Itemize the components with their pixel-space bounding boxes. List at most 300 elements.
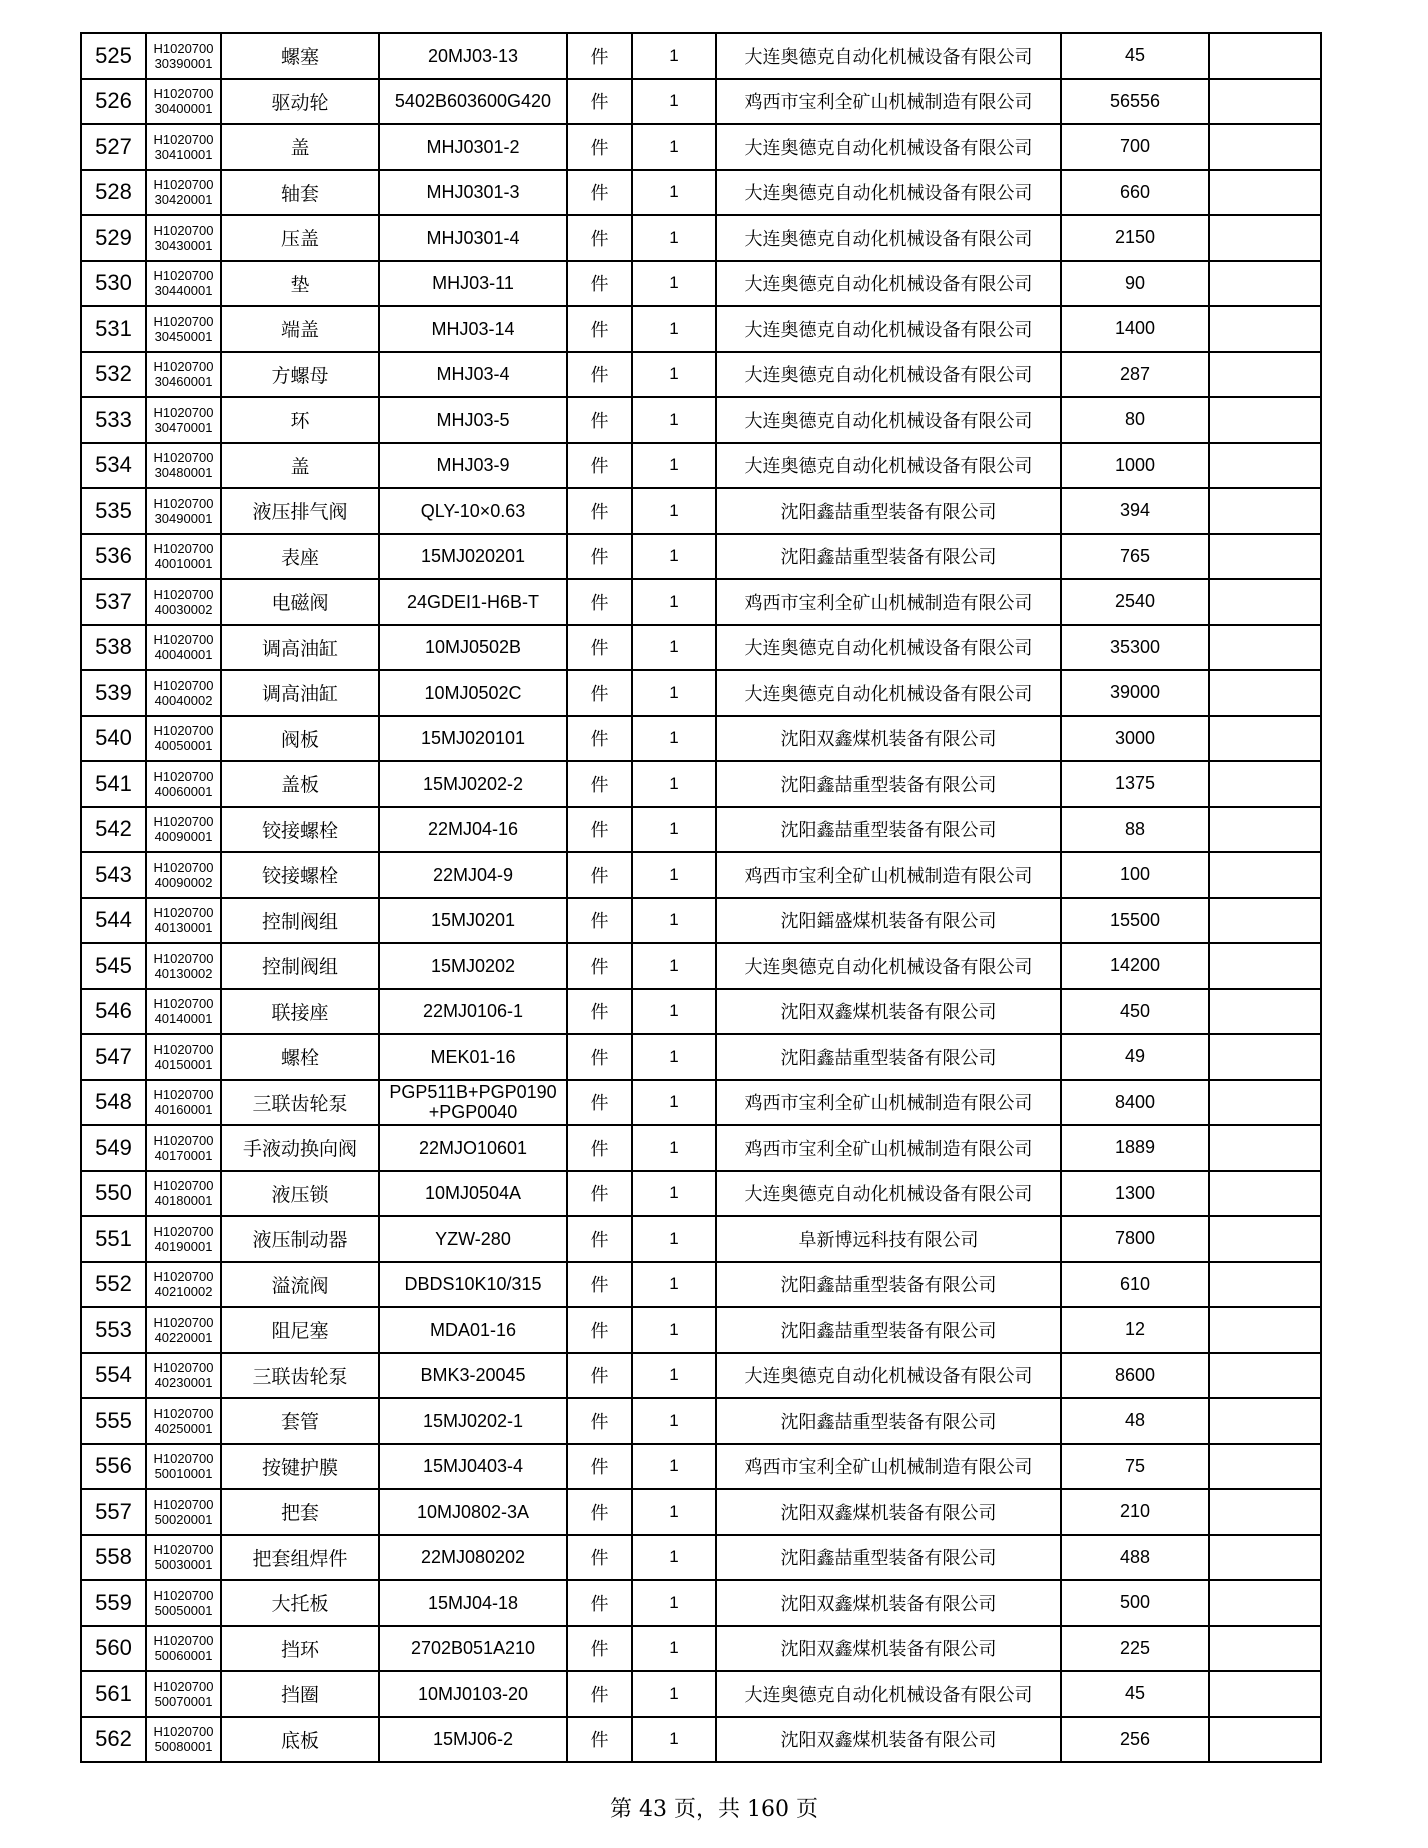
unit: 件 <box>567 625 632 671</box>
supplier-name: 沈阳双鑫煤机装备有限公司 <box>716 989 1061 1035</box>
material-code-line: H1020700 <box>153 222 214 238</box>
material-code-line: 50060001 <box>154 1648 213 1664</box>
table-row <box>81 761 1321 807</box>
table-row <box>81 579 1321 625</box>
table-row <box>81 261 1321 307</box>
material-code-line: 40230001 <box>154 1375 213 1391</box>
remark <box>1209 215 1321 261</box>
material-code <box>146 1444 221 1490</box>
part-name: 控制阀组 <box>221 943 379 989</box>
supplier-name: 沈阳双鑫煤机装备有限公司 <box>716 1626 1061 1672</box>
row-number: 547 <box>81 1034 146 1080</box>
material-code <box>146 898 221 944</box>
material-code-line: H1020700 <box>153 1542 214 1558</box>
material-code-line: H1020700 <box>153 1132 214 1148</box>
quantity: 1 <box>632 1535 716 1581</box>
material-code-line: 40040002 <box>154 692 213 708</box>
material-code-line: 40130002 <box>154 965 213 981</box>
unit-price: 80 <box>1061 397 1209 443</box>
quantity: 1 <box>632 443 716 489</box>
row-number: 555 <box>81 1398 146 1444</box>
part-name: 控制阀组 <box>221 898 379 944</box>
material-code <box>146 1216 221 1262</box>
part-name: 三联齿轮泵 <box>221 1080 379 1126</box>
row-number: 532 <box>81 352 146 398</box>
unit: 件 <box>567 1444 632 1490</box>
material-code <box>146 534 221 580</box>
quantity: 1 <box>632 1626 716 1672</box>
supplier-name: 大连奥德克自动化机械设备有限公司 <box>716 397 1061 443</box>
unit: 件 <box>567 534 632 580</box>
quantity: 1 <box>632 1125 716 1171</box>
material-code-line: 40090001 <box>154 829 213 845</box>
row-number: 535 <box>81 488 146 534</box>
remark <box>1209 397 1321 443</box>
unit: 件 <box>567 898 632 944</box>
unit-price: 90 <box>1061 261 1209 307</box>
material-code-line: H1020700 <box>153 40 214 56</box>
unit-price: 48 <box>1061 1398 1209 1444</box>
part-name: 铰接螺栓 <box>221 807 379 853</box>
row-number: 559 <box>81 1580 146 1626</box>
material-code-line: H1020700 <box>153 1360 214 1376</box>
unit: 件 <box>567 1398 632 1444</box>
quantity: 1 <box>632 1671 716 1717</box>
material-code-line: H1020700 <box>153 313 214 329</box>
material-code-line: 30470001 <box>154 419 213 435</box>
unit: 件 <box>567 33 632 79</box>
supplier-name: 阜新博远科技有限公司 <box>716 1216 1061 1262</box>
material-code-line: 40160001 <box>154 1102 213 1118</box>
material-code-line: H1020700 <box>153 768 214 784</box>
material-code-line: H1020700 <box>153 1314 214 1330</box>
material-code-line: 40140001 <box>154 1011 213 1027</box>
unit-price: 35300 <box>1061 625 1209 671</box>
part-name: 轴套 <box>221 170 379 216</box>
row-number: 528 <box>81 170 146 216</box>
supplier-name: 大连奥德克自动化机械设备有限公司 <box>716 625 1061 671</box>
unit: 件 <box>567 1717 632 1763</box>
supplier-name: 大连奥德克自动化机械设备有限公司 <box>716 1353 1061 1399</box>
material-code <box>146 170 221 216</box>
unit: 件 <box>567 306 632 352</box>
unit-price: 225 <box>1061 1626 1209 1672</box>
material-code-line: 40150001 <box>154 1056 213 1072</box>
part-model: 15MJ020101 <box>379 716 567 762</box>
remark <box>1209 670 1321 716</box>
supplier-name: 沈阳鑫喆重型装备有限公司 <box>716 1262 1061 1308</box>
table-row <box>81 1080 1321 1126</box>
unit: 件 <box>567 1034 632 1080</box>
row-number: 549 <box>81 1125 146 1171</box>
part-name: 方螺母 <box>221 352 379 398</box>
unit: 件 <box>567 1353 632 1399</box>
material-code <box>146 1307 221 1353</box>
part-model: 5402B603600G420 <box>379 79 567 125</box>
table-row <box>81 1489 1321 1535</box>
row-number: 537 <box>81 579 146 625</box>
unit-price: 1300 <box>1061 1171 1209 1217</box>
table-row <box>81 124 1321 170</box>
row-number: 529 <box>81 215 146 261</box>
row-number: 554 <box>81 1353 146 1399</box>
row-number: 540 <box>81 716 146 762</box>
material-code-line: 30390001 <box>154 55 213 71</box>
part-model: 10MJ0504A <box>379 1171 567 1217</box>
unit: 件 <box>567 215 632 261</box>
supplier-name: 大连奥德克自动化机械设备有限公司 <box>716 33 1061 79</box>
material-code-line: 30490001 <box>154 510 213 526</box>
part-model: PGP511B+PGP0190 +PGP0040 <box>379 1080 567 1126</box>
unit-price: 1889 <box>1061 1125 1209 1171</box>
unit: 件 <box>567 1489 632 1535</box>
unit: 件 <box>567 79 632 125</box>
part-model: MEK01-16 <box>379 1034 567 1080</box>
part-name: 把套 <box>221 1489 379 1535</box>
row-number: 553 <box>81 1307 146 1353</box>
part-model: 22MJ080202 <box>379 1535 567 1581</box>
remark <box>1209 1171 1321 1217</box>
part-model: MHJ03-9 <box>379 443 567 489</box>
material-code <box>146 1262 221 1308</box>
table-row <box>81 1216 1321 1262</box>
part-name: 挡圈 <box>221 1671 379 1717</box>
supplier-name: 大连奥德克自动化机械设备有限公司 <box>716 170 1061 216</box>
supplier-name: 大连奥德克自动化机械设备有限公司 <box>716 943 1061 989</box>
remark <box>1209 625 1321 671</box>
part-name: 把套组焊件 <box>221 1535 379 1581</box>
table-row <box>81 943 1321 989</box>
unit-price: 7800 <box>1061 1216 1209 1262</box>
part-name: 螺栓 <box>221 1034 379 1080</box>
quantity: 1 <box>632 625 716 671</box>
material-code-line: 30440001 <box>154 283 213 299</box>
row-number: 551 <box>81 1216 146 1262</box>
table-row <box>81 1398 1321 1444</box>
part-name: 电磁阀 <box>221 579 379 625</box>
part-name: 手液动换向阀 <box>221 1125 379 1171</box>
unit: 件 <box>567 488 632 534</box>
unit-price: 500 <box>1061 1580 1209 1626</box>
unit-price: 49 <box>1061 1034 1209 1080</box>
material-code <box>146 215 221 261</box>
remark <box>1209 33 1321 79</box>
unit-price: 56556 <box>1061 79 1209 125</box>
remark <box>1209 1125 1321 1171</box>
unit: 件 <box>567 1626 632 1672</box>
remark <box>1209 170 1321 216</box>
material-code-line: 40130001 <box>154 920 213 936</box>
remark <box>1209 807 1321 853</box>
material-code <box>146 1125 221 1171</box>
remark <box>1209 1580 1321 1626</box>
material-code <box>146 761 221 807</box>
material-code <box>146 1080 221 1126</box>
unit: 件 <box>567 443 632 489</box>
row-number: 534 <box>81 443 146 489</box>
material-code-line: H1020700 <box>153 495 214 511</box>
material-code <box>146 1398 221 1444</box>
table-row <box>81 1353 1321 1399</box>
material-code <box>146 488 221 534</box>
unit-price: 1000 <box>1061 443 1209 489</box>
unit-price: 700 <box>1061 124 1209 170</box>
part-model: 15MJ0201 <box>379 898 567 944</box>
quantity: 1 <box>632 1717 716 1763</box>
remark <box>1209 579 1321 625</box>
material-code <box>146 1489 221 1535</box>
part-model: MHJ03-11 <box>379 261 567 307</box>
material-code-line: 40170001 <box>154 1147 213 1163</box>
material-code-line: 30410001 <box>154 146 213 162</box>
material-code <box>146 989 221 1035</box>
part-model: 20MJ03-13 <box>379 33 567 79</box>
part-model: 10MJ0802-3A <box>379 1489 567 1535</box>
part-name: 环 <box>221 397 379 443</box>
part-name: 联接座 <box>221 989 379 1035</box>
material-code-line: 30480001 <box>154 465 213 481</box>
part-model: BMK3-20045 <box>379 1353 567 1399</box>
unit: 件 <box>567 716 632 762</box>
supplier-name: 大连奥德克自动化机械设备有限公司 <box>716 1671 1061 1717</box>
quantity: 1 <box>632 807 716 853</box>
part-name: 端盖 <box>221 306 379 352</box>
material-code-line: H1020700 <box>153 1633 214 1649</box>
part-model: 2702B051A210 <box>379 1626 567 1672</box>
material-code-line: 40030002 <box>154 601 213 617</box>
quantity: 1 <box>632 306 716 352</box>
table-row <box>81 1580 1321 1626</box>
quantity: 1 <box>632 1398 716 1444</box>
table-row <box>81 1671 1321 1717</box>
part-model: 15MJ0403-4 <box>379 1444 567 1490</box>
remark <box>1209 1398 1321 1444</box>
material-code <box>146 716 221 762</box>
remark <box>1209 1671 1321 1717</box>
unit-price: 2540 <box>1061 579 1209 625</box>
unit-price: 287 <box>1061 352 1209 398</box>
row-number: 556 <box>81 1444 146 1490</box>
material-code <box>146 306 221 352</box>
supplier-name: 鸡西市宝利全矿山机械制造有限公司 <box>716 852 1061 898</box>
remark <box>1209 943 1321 989</box>
part-name: 盖 <box>221 443 379 489</box>
part-model: 15MJ06-2 <box>379 1717 567 1763</box>
table-row <box>81 807 1321 853</box>
quantity: 1 <box>632 1489 716 1535</box>
material-code-line: H1020700 <box>153 1451 214 1467</box>
material-code-line: H1020700 <box>153 1587 214 1603</box>
remark <box>1209 1034 1321 1080</box>
part-model: 10MJ0502C <box>379 670 567 716</box>
quantity: 1 <box>632 1216 716 1262</box>
quantity: 1 <box>632 1262 716 1308</box>
table-body <box>81 33 1321 1762</box>
quantity: 1 <box>632 1034 716 1080</box>
row-number: 560 <box>81 1626 146 1672</box>
material-code <box>146 625 221 671</box>
quantity: 1 <box>632 1307 716 1353</box>
material-code-line: H1020700 <box>153 541 214 557</box>
material-code-line: 40040001 <box>154 647 213 663</box>
quantity: 1 <box>632 898 716 944</box>
part-name: 溢流阀 <box>221 1262 379 1308</box>
remark <box>1209 352 1321 398</box>
unit-price: 15500 <box>1061 898 1209 944</box>
table-row <box>81 79 1321 125</box>
unit: 件 <box>567 1080 632 1126</box>
part-name: 盖 <box>221 124 379 170</box>
supplier-name: 沈阳双鑫煤机装备有限公司 <box>716 1717 1061 1763</box>
part-name: 按键护膜 <box>221 1444 379 1490</box>
material-code-line: 30420001 <box>154 192 213 208</box>
part-model: 10MJ0103-20 <box>379 1671 567 1717</box>
unit: 件 <box>567 989 632 1035</box>
supplier-name: 沈阳双鑫煤机装备有限公司 <box>716 716 1061 762</box>
material-code-line: 40010001 <box>154 556 213 572</box>
unit-price: 14200 <box>1061 943 1209 989</box>
material-code <box>146 79 221 125</box>
remark <box>1209 1489 1321 1535</box>
unit: 件 <box>567 579 632 625</box>
unit-price: 450 <box>1061 989 1209 1035</box>
part-model: 15MJ0202-1 <box>379 1398 567 1444</box>
supplier-name: 大连奥德克自动化机械设备有限公司 <box>716 306 1061 352</box>
supplier-name: 鸡西市宝利全矿山机械制造有限公司 <box>716 1080 1061 1126</box>
remark <box>1209 898 1321 944</box>
quantity: 1 <box>632 124 716 170</box>
material-code-line: H1020700 <box>153 177 214 193</box>
remark <box>1209 443 1321 489</box>
table-row <box>81 1535 1321 1581</box>
row-number: 550 <box>81 1171 146 1217</box>
part-name: 三联齿轮泵 <box>221 1353 379 1399</box>
part-model: YZW-280 <box>379 1216 567 1262</box>
part-name: 阻尼塞 <box>221 1307 379 1353</box>
material-code-line: H1020700 <box>153 450 214 466</box>
table-row <box>81 170 1321 216</box>
part-name: 阀板 <box>221 716 379 762</box>
material-code <box>146 352 221 398</box>
part-model: 22MJ04-9 <box>379 852 567 898</box>
material-code-line: H1020700 <box>153 814 214 830</box>
material-code-line: 40090002 <box>154 874 213 890</box>
material-code-line: H1020700 <box>153 1223 214 1239</box>
part-model: MHJ0301-2 <box>379 124 567 170</box>
part-name: 压盖 <box>221 215 379 261</box>
remark <box>1209 1080 1321 1126</box>
part-name: 表座 <box>221 534 379 580</box>
quantity: 1 <box>632 534 716 580</box>
page-footer: 第 43 页，共 160 页 <box>610 1797 818 1822</box>
material-code-line: 50010001 <box>154 1466 213 1482</box>
unit-price: 488 <box>1061 1535 1209 1581</box>
remark <box>1209 1216 1321 1262</box>
supplier-name: 沈阳鑫喆重型装备有限公司 <box>716 1535 1061 1581</box>
part-name: 盖板 <box>221 761 379 807</box>
unit: 件 <box>567 397 632 443</box>
part-model: 22MJ04-16 <box>379 807 567 853</box>
material-code-line: H1020700 <box>153 859 214 875</box>
quantity: 1 <box>632 79 716 125</box>
part-name: 液压制动器 <box>221 1216 379 1262</box>
supplier-name: 沈阳双鑫煤机装备有限公司 <box>716 1580 1061 1626</box>
quantity: 1 <box>632 215 716 261</box>
quantity: 1 <box>632 1353 716 1399</box>
remark <box>1209 852 1321 898</box>
row-number: 541 <box>81 761 146 807</box>
row-number: 536 <box>81 534 146 580</box>
quantity: 1 <box>632 1080 716 1126</box>
material-code <box>146 261 221 307</box>
material-code-line: H1020700 <box>153 1041 214 1057</box>
unit-price: 88 <box>1061 807 1209 853</box>
material-code <box>146 807 221 853</box>
remark <box>1209 306 1321 352</box>
table-row <box>81 1717 1321 1763</box>
row-number: 539 <box>81 670 146 716</box>
unit: 件 <box>567 761 632 807</box>
material-code-line: 30450001 <box>154 328 213 344</box>
material-code-line: 40190001 <box>154 1238 213 1254</box>
unit: 件 <box>567 1307 632 1353</box>
remark <box>1209 989 1321 1035</box>
remark <box>1209 1626 1321 1672</box>
supplier-name: 沈阳鑫喆重型装备有限公司 <box>716 1307 1061 1353</box>
quantity: 1 <box>632 352 716 398</box>
material-code-line: H1020700 <box>153 404 214 420</box>
part-name: 大托板 <box>221 1580 379 1626</box>
parts-price-table <box>80 32 1322 1763</box>
unit: 件 <box>567 352 632 398</box>
material-code <box>146 124 221 170</box>
quantity: 1 <box>632 943 716 989</box>
supplier-name: 沈阳鑫喆重型装备有限公司 <box>716 534 1061 580</box>
supplier-name: 鸡西市宝利全矿山机械制造有限公司 <box>716 579 1061 625</box>
quantity: 1 <box>632 1580 716 1626</box>
row-number: 552 <box>81 1262 146 1308</box>
supplier-name: 大连奥德克自动化机械设备有限公司 <box>716 670 1061 716</box>
row-number: 531 <box>81 306 146 352</box>
part-model: MDA01-16 <box>379 1307 567 1353</box>
unit: 件 <box>567 1125 632 1171</box>
remark <box>1209 761 1321 807</box>
quantity: 1 <box>632 1171 716 1217</box>
part-model: 10MJ0502B <box>379 625 567 671</box>
supplier-name: 沈阳鑫喆重型装备有限公司 <box>716 807 1061 853</box>
unit: 件 <box>567 807 632 853</box>
table-row <box>81 670 1321 716</box>
part-model: 24GDEI1-H6B-T <box>379 579 567 625</box>
table-row <box>81 1307 1321 1353</box>
table-row <box>81 488 1321 534</box>
part-model: 22MJO10601 <box>379 1125 567 1171</box>
table-row <box>81 397 1321 443</box>
quantity: 1 <box>632 716 716 762</box>
part-model: 22MJ0106-1 <box>379 989 567 1035</box>
supplier-name: 沈阳鑫喆重型装备有限公司 <box>716 1398 1061 1444</box>
row-number: 548 <box>81 1080 146 1126</box>
remark <box>1209 1535 1321 1581</box>
quantity: 1 <box>632 488 716 534</box>
unit-price: 39000 <box>1061 670 1209 716</box>
unit-price: 1375 <box>1061 761 1209 807</box>
table-row <box>81 852 1321 898</box>
row-number: 538 <box>81 625 146 671</box>
unit-price: 256 <box>1061 1717 1209 1763</box>
material-code-line: H1020700 <box>153 86 214 102</box>
supplier-name: 鸡西市宝利全矿山机械制造有限公司 <box>716 1444 1061 1490</box>
